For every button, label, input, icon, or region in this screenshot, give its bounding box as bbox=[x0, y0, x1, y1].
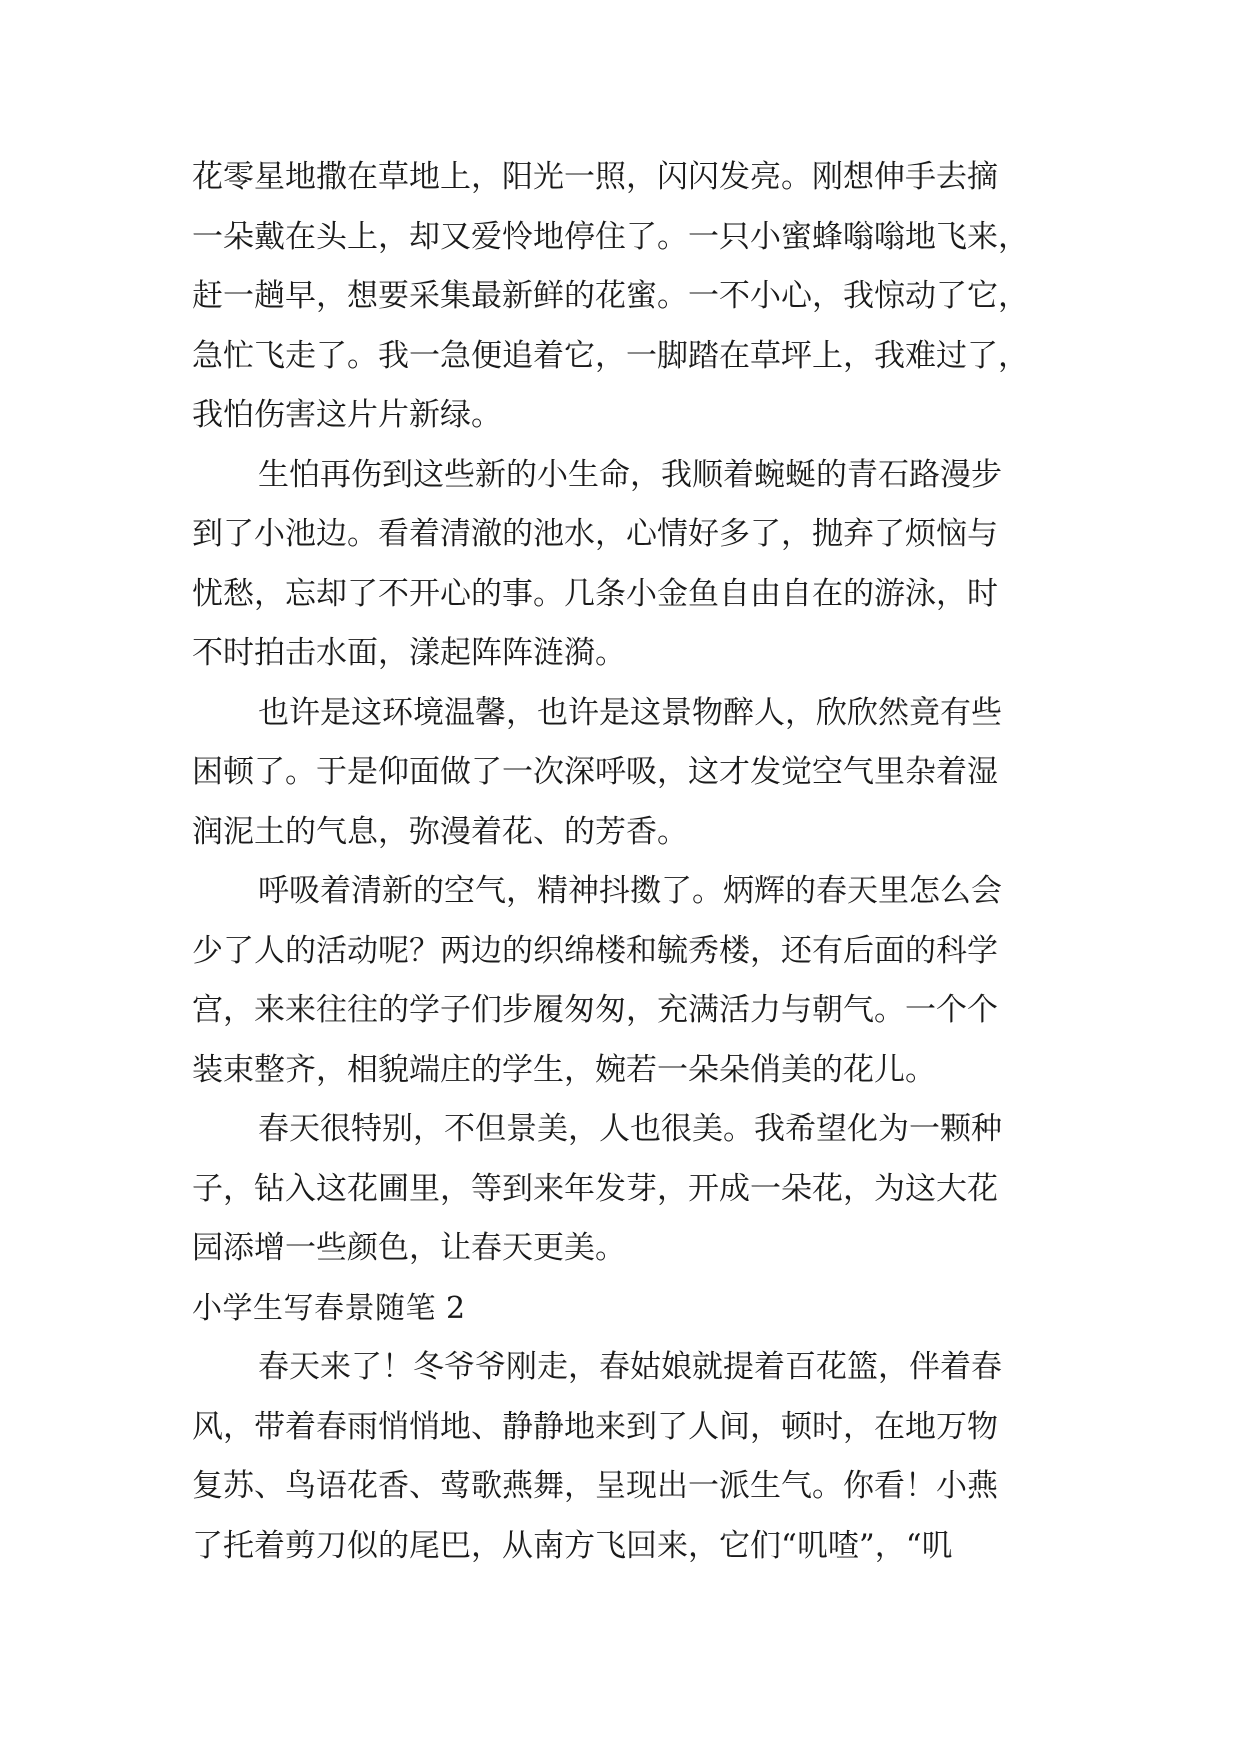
text-line-7: 到了小池边。看着清澈的池水，心情好多了，抛弃了烦恼与 bbox=[192, 516, 998, 552]
text-line-9: 不时拍击水面，漾起阵阵涟漪。 bbox=[192, 635, 626, 671]
text-line-19: 园添增一些颜色，让春天更美。 bbox=[192, 1230, 626, 1266]
text-line-4: 急忙飞走了。我一急便追着它，一脚踏在草坪上，我难过了， bbox=[192, 337, 1029, 374]
text-line-23: 复苏、鸟语花香、莺歌燕舞，呈现出一派生气。你看！小燕 bbox=[192, 1468, 998, 1504]
text-line-12: 润泥土的气息，弥漫着花、的芳香。 bbox=[192, 813, 688, 850]
text-line-18: 子，钻入这花圃里，等到来年发芽，开成一朵花，为这大花 bbox=[192, 1170, 998, 1207]
text-line-24: 了托着剪刀似的尾巴，从南方飞回来，它们“叽喳”，“叽 bbox=[192, 1527, 953, 1564]
text-line-22: 风，带着春雨悄悄地、静静地来到了人间，顿时，在地万物 bbox=[192, 1408, 998, 1445]
paragraph-start-line-17: 春天很特别，不但景美，人也很美。我希望化为一颗种 bbox=[258, 1111, 1002, 1147]
section-heading: 小学生写春景随笔 2 bbox=[192, 1290, 466, 1326]
text-line-11: 困顿了。于是仰面做了一次深呼吸，这才发觉空气里杂着湿 bbox=[192, 754, 998, 790]
paragraph-start-line-10: 也许是这环境温馨，也许是这景物醉人，欣欣然竟有些 bbox=[258, 694, 1002, 731]
paragraph-start-line-6: 生怕再伤到这些新的小生命，我顺着蜿蜒的青石路漫步 bbox=[258, 456, 1002, 493]
text-line-8: 忧愁，忘却了不开心的事。几条小金鱼自由自在的游泳，时 bbox=[192, 575, 998, 612]
text-line-14: 少了人的活动呢？两边的织绵楼和毓秀楼，还有后面的科学 bbox=[192, 932, 998, 969]
text-line-1: 花零星地撒在草地上，阳光一照，闪闪发亮。刚想伸手去摘 bbox=[192, 159, 998, 195]
text-line-3: 赶一趟早，想要采集最新鲜的花蜜。一不小心，我惊动了它， bbox=[192, 278, 1029, 314]
document-page bbox=[192, 148, 1057, 1576]
text-line-5: 我怕伤害这片片新绿。 bbox=[192, 397, 502, 433]
text-line-16: 装束整齐，相貌端庄的学生，婉若一朵朵俏美的花儿。 bbox=[192, 1051, 936, 1088]
paragraph-start-line-13: 呼吸着清新的空气，精神抖擞了。炳辉的春天里怎么会 bbox=[258, 873, 1002, 909]
text-line-15: 宫，来来往往的学子们步履匆匆，充满活力与朝气。一个个 bbox=[192, 992, 998, 1028]
paragraph-start-line-21: 春天来了！冬爷爷刚走，春姑娘就提着百花篮，伴着春 bbox=[258, 1349, 1002, 1385]
text-line-2: 一朵戴在头上，却又爱怜地停住了。一只小蜜蜂嗡嗡地飞来， bbox=[192, 218, 1029, 255]
